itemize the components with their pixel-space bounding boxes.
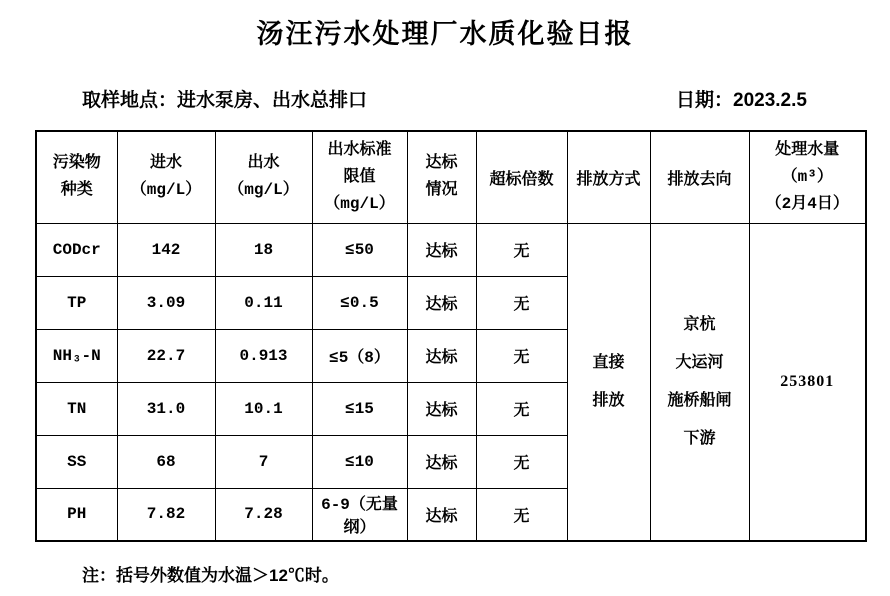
header-line: （2月4日） bbox=[765, 194, 849, 213]
merged-line: 下游 bbox=[683, 429, 716, 448]
cell-outflow: 7 bbox=[215, 435, 312, 488]
header-pollutant-type bbox=[36, 131, 117, 223]
page-title: 汤汪污水处理厂水质化验日报 bbox=[256, 19, 634, 49]
cell-outflow: 10.1 bbox=[215, 382, 312, 435]
cell-treated-volume: 253801 bbox=[749, 223, 866, 541]
merged-line: 施桥船闸 bbox=[667, 391, 732, 410]
cell-inflow: 3.09 bbox=[117, 276, 215, 329]
cell-inflow: 68 bbox=[117, 435, 215, 488]
header-line: 情况 bbox=[425, 181, 458, 200]
cell-outflow: 18 bbox=[215, 223, 312, 276]
cell-exceed: 无 bbox=[476, 488, 567, 541]
merged-line: 京杭 bbox=[683, 315, 716, 334]
header-line: 种类 bbox=[60, 181, 93, 200]
header-inflow bbox=[117, 131, 215, 223]
cell-exceed: 无 bbox=[476, 382, 567, 435]
cell-limit: ≤5（8） bbox=[312, 329, 407, 382]
header-discharge-mode: 排放方式 bbox=[567, 131, 650, 223]
cell-exceed: 无 bbox=[476, 435, 567, 488]
cell-outflow: 0.913 bbox=[215, 329, 312, 382]
report-date-label: 日期：2023.2.5 bbox=[676, 90, 807, 111]
header-outflow bbox=[215, 131, 312, 223]
header-line: （mg/L） bbox=[228, 181, 299, 200]
header-line: 达标 bbox=[425, 154, 458, 173]
header-exceed-multiple: 超标倍数 bbox=[476, 131, 567, 223]
cell-status: 达标 bbox=[407, 488, 476, 541]
cell-inflow: 7.82 bbox=[117, 488, 215, 541]
table-row-codcr bbox=[36, 223, 866, 276]
header-line: 进水 bbox=[149, 154, 182, 173]
merged-line: 直接 bbox=[592, 353, 625, 372]
cell-pollutant: TN bbox=[36, 382, 117, 435]
header-line: 处理水量 bbox=[775, 140, 840, 159]
header-line: 限值 bbox=[343, 167, 376, 186]
header-line: 污染物 bbox=[52, 154, 101, 173]
cell-discharge-destination bbox=[650, 223, 749, 541]
merged-line: 大运河 bbox=[675, 353, 724, 372]
cell-exceed: 无 bbox=[476, 223, 567, 276]
header-discharge-destination: 排放去向 bbox=[650, 131, 749, 223]
cell-status: 达标 bbox=[407, 435, 476, 488]
cell-pollutant: SS bbox=[36, 435, 117, 488]
header-line: （mg/L） bbox=[324, 194, 395, 213]
cell-exceed: 无 bbox=[476, 329, 567, 382]
cell-inflow: 22.7 bbox=[117, 329, 215, 382]
header-outflow-limit bbox=[312, 131, 407, 223]
cell-limit: ≤15 bbox=[312, 382, 407, 435]
cell-limit: ≤50 bbox=[312, 223, 407, 276]
cell-pollutant: TP bbox=[36, 276, 117, 329]
cell-status: 达标 bbox=[407, 276, 476, 329]
header-line: 出水标准 bbox=[327, 140, 392, 159]
cell-pollutant: PH bbox=[36, 488, 117, 541]
cell-pollutant: CODcr bbox=[36, 223, 117, 276]
cell-exceed: 无 bbox=[476, 276, 567, 329]
cell-limit: ≤0.5 bbox=[312, 276, 407, 329]
header-line: 出水 bbox=[247, 154, 280, 173]
cell-limit: ≤10 bbox=[312, 435, 407, 488]
cell-pollutant: NH₃-N bbox=[36, 329, 117, 382]
cell-limit: 6-9（无量纲） bbox=[312, 488, 407, 541]
cell-outflow: 0.11 bbox=[215, 276, 312, 329]
cell-discharge-mode bbox=[567, 223, 650, 541]
merged-line: 排放 bbox=[592, 391, 625, 410]
water-quality-table bbox=[35, 130, 867, 542]
header-line: （m³） bbox=[781, 167, 833, 186]
cell-outflow: 7.28 bbox=[215, 488, 312, 541]
footnote: 注：括号外数值为水温＞12℃时。 bbox=[82, 566, 339, 585]
table-header-row bbox=[36, 131, 866, 223]
header-treated-volume bbox=[749, 131, 866, 223]
cell-inflow: 142 bbox=[117, 223, 215, 276]
cell-status: 达标 bbox=[407, 223, 476, 276]
header-compliance-status bbox=[407, 131, 476, 223]
header-line: （mg/L） bbox=[130, 181, 202, 200]
cell-status: 达标 bbox=[407, 382, 476, 435]
sampling-point-label: 取样地点：进水泵房、出水总排口 bbox=[82, 90, 368, 111]
cell-status: 达标 bbox=[407, 329, 476, 382]
cell-inflow: 31.0 bbox=[117, 382, 215, 435]
